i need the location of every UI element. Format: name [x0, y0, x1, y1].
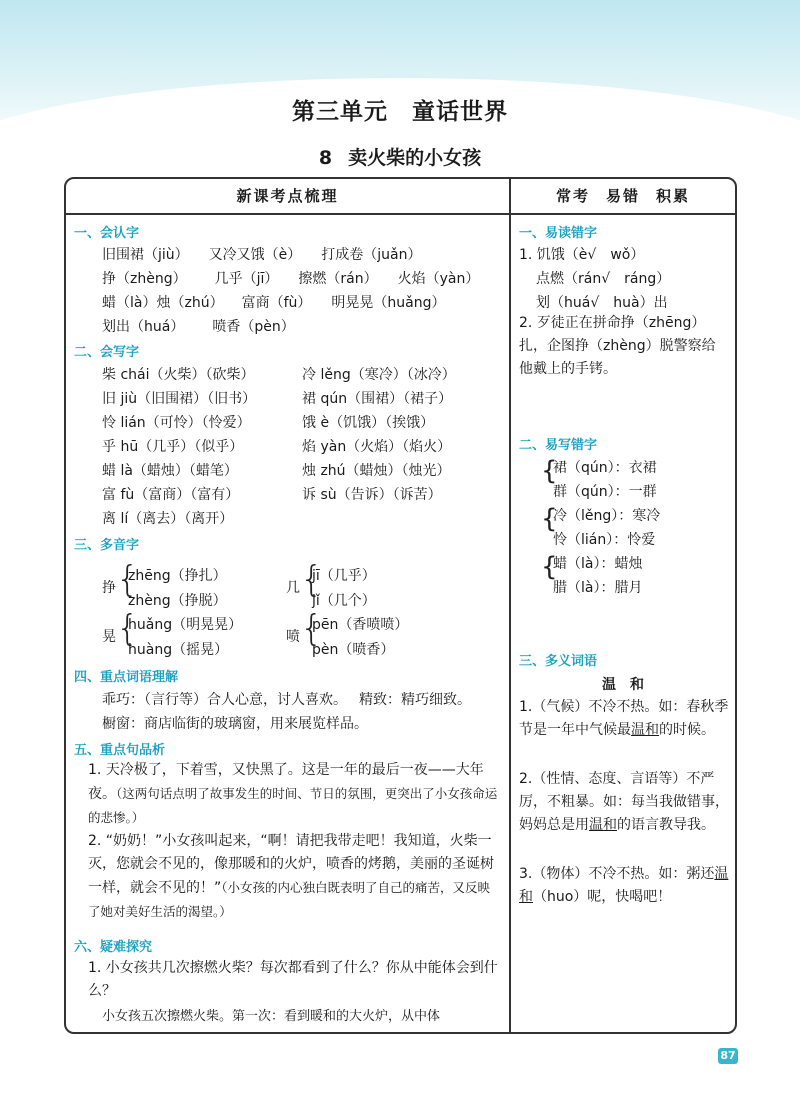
polyphone-reading: huàng（摇晃）	[128, 642, 229, 658]
sentence-analysis-2: 2. “奶奶！”小女孩叫起来，“啊！请把我带走吧！我知道，火柴一灭，您就会不见的，像那暖和的火炉，喷香的烤鹅，美丽的圣诞树一样，就会不见的！”（小女孩的内心独白既表明了自己的痛苦，又反映了她对美好生活的渴望。）	[88, 833, 494, 919]
miswritten-item: 裙（qún）：衣裙	[553, 460, 657, 476]
recognize-row-2: 挣（zhèng） 几乎（jī） 擦燃（rán） 火焰（yàn）	[102, 271, 480, 287]
brace-icon: {	[116, 608, 139, 649]
recognize-row-3: 蜡（là）烛（zhú） 富商（fù） 明晃晃（huǎng）	[102, 295, 446, 311]
polyphone-reading: huǎng（明晃晃）	[128, 617, 243, 633]
brace-icon: {	[116, 559, 139, 600]
misread-sentence: 2. 歹徒正在拼命挣（zhēng）扎，企图挣（zhèng）脱警察给他戴上的手铐。	[519, 315, 716, 377]
polyphone-char: 晃	[102, 629, 116, 645]
page-number: 87	[718, 1048, 738, 1064]
lesson-title	[0, 143, 800, 170]
unit-number: 第三单元	[292, 99, 388, 125]
word-definition: 乖巧：（言行等）合人心意，讨人喜欢。 精致：精巧细致。	[102, 692, 471, 708]
misread-item: 1. 饥饿（è√ wǒ）	[519, 247, 645, 263]
left-column	[66, 179, 511, 1032]
section-polyphones: 三、多音字	[74, 538, 140, 553]
lesson-name: 卖火柴的小女孩	[348, 147, 482, 169]
misread-item: 点燃（rán√ ráng）	[536, 271, 671, 287]
recognize-row-1: 旧围裙（jiù） 又冷又饿（è） 打成卷（juǎn）	[102, 247, 422, 263]
meaning-3: 3.（物体）不冷不热。如：粥还温和（huo）呢，快喝吧！	[519, 866, 729, 905]
brace-icon: {	[541, 552, 558, 582]
write-item: 饿 è（饥饿）（挨饿）	[302, 415, 435, 431]
polyphone-reading: pèn（喷香）	[312, 642, 395, 658]
section-misread-chars: 一、易读错字	[519, 226, 598, 241]
unit-name: 童话世界	[412, 99, 508, 125]
inquiry-question: 1. 小女孩共几次擦燃火柴？每次都看到了什么？你从中能体会到什么？	[88, 960, 498, 999]
miswritten-item: 冷（lěng）：寒冷	[553, 508, 661, 524]
write-item: 裙 qún（围裙）（裙子）	[302, 391, 453, 407]
right-column-heading: 常考 易错 积累	[511, 179, 735, 215]
write-item: 冷 lěng（寒冷）（冰冷）	[302, 367, 456, 383]
polysemous-word: 温 和	[602, 677, 644, 693]
sentence-analysis-1: 1. 天冷极了，下着雪，又快黑了。这是一年的最后一夜——大年夜。（这两句话点明了故事发生的时间、节日的氛围，更突出了小女孩命运的悲惨。）	[88, 762, 498, 825]
write-item: 旧 jiù（旧围裙）（旧书）	[102, 391, 257, 407]
misread-item: 划（huá√ huà）出	[536, 295, 668, 311]
write-item: 焰 yàn（火焰）（焰火）	[302, 439, 452, 455]
brace-icon: {	[541, 456, 558, 486]
miswritten-item: 群（qún）：一群	[553, 484, 657, 500]
section-miswritten-chars: 二、易写错字	[519, 438, 598, 453]
polyphone-char: 几	[286, 580, 300, 596]
write-item: 怜 lián（可怜）（怜爱）	[102, 415, 251, 431]
left-column-heading: 新课考点梳理	[66, 179, 509, 215]
header-banner	[0, 0, 800, 150]
word-definition: 橱窗：商店临街的玻璃窗，用来展览样品。	[102, 716, 368, 732]
polyphone-reading: pēn（香喷喷）	[312, 617, 409, 633]
write-item: 蜡 là（蜡烛）（蜡笔）	[102, 463, 238, 479]
polyphone-reading: jī（几乎）	[312, 568, 376, 584]
recognize-row-4: 划出（huá） 喷香（pèn）	[102, 319, 295, 335]
lesson-number: 8	[318, 147, 333, 169]
section-inquiry: 六、疑难探究	[74, 940, 153, 955]
content-frame	[64, 177, 737, 1034]
write-item: 富 fù（富商）（富有）	[102, 487, 240, 503]
polyphone-reading: jǐ（几个）	[312, 593, 376, 609]
section-polysemous-words: 三、多义词语	[519, 654, 598, 669]
brace-icon: {	[300, 559, 323, 600]
brace-icon: {	[541, 504, 558, 534]
inquiry-answer: 小女孩五次擦燃火柴。第一次：看到暖和的大火炉，从中体	[102, 1009, 441, 1024]
section-recognize-chars: 一、会认字	[74, 226, 140, 241]
meaning-1: 1.（气候）不冷不热。如：春秋季节是一年中气候最温和的时候。	[519, 699, 729, 738]
polyphone-reading: zhèng（挣脱）	[128, 593, 227, 609]
miswritten-item: 腊（là）：腊月	[553, 580, 643, 596]
miswritten-item: 蜡（là）：蜡烛	[553, 556, 643, 572]
right-column	[511, 179, 735, 1032]
unit-title	[0, 93, 800, 126]
section-key-sentences: 五、重点句品析	[74, 743, 166, 758]
brace-icon: {	[300, 608, 323, 649]
section-write-chars: 二、会写字	[74, 345, 140, 360]
write-item: 烛 zhú（蜡烛）（烛光）	[302, 463, 451, 479]
polyphone-char: 喷	[286, 629, 300, 645]
section-key-words: 四、重点词语理解	[74, 670, 179, 685]
polyphone-reading: zhēng（挣扎）	[128, 568, 227, 584]
miswritten-item: 怜（lián）：怜爱	[553, 532, 656, 548]
write-item: 乎 hū（几乎）（似乎）	[102, 439, 244, 455]
polyphone-char: 挣	[102, 580, 116, 596]
write-item: 离 lí（离去）（离开）	[102, 511, 234, 527]
meaning-2: 2.（性情、态度、言语等）不严厉，不粗暴。如：每当我做错事，妈妈总是用温和的语言教导我。	[519, 771, 729, 833]
write-item: 柴 chái（火柴）（砍柴）	[102, 367, 255, 383]
write-item: 诉 sù（告诉）（诉苦）	[302, 487, 442, 503]
